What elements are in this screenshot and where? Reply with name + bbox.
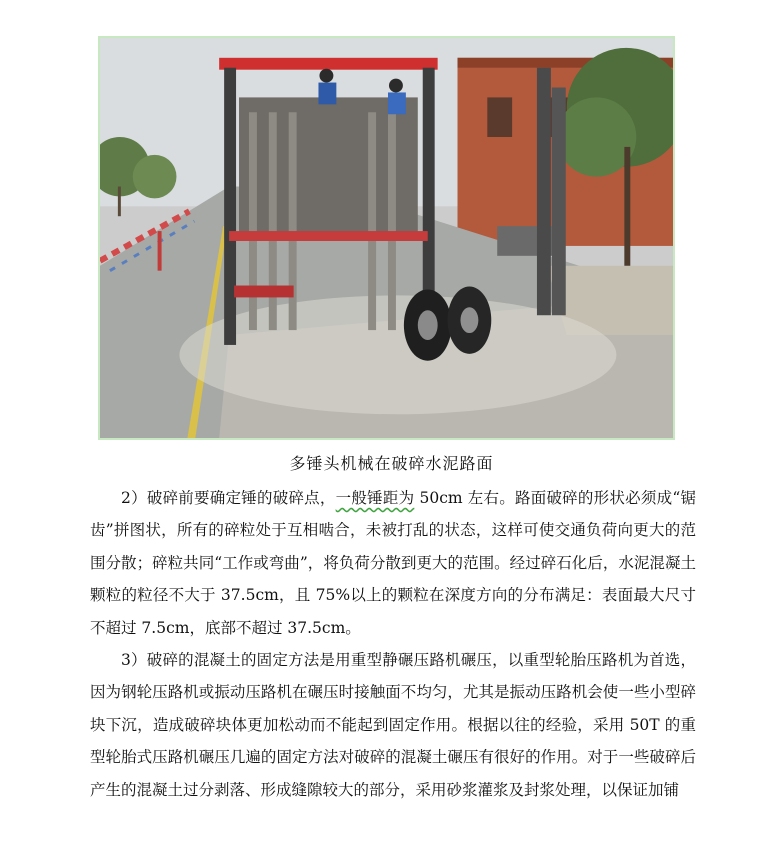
machine-photo [98, 36, 675, 440]
paragraph-2 [90, 482, 696, 644]
paragraph-2-rest: 50cm 左右。路面破碎的形状必须成“锯齿”拼图状，所有的碎粒处于互相啮合，未被打乱的状态，这样可使交通负荷向更大的范围分散；碎粒共同“工作或弯曲”，将负荷分散到更大的范围。经过碎石化后，水泥混凝土颗粒的粒径不大于 37.5cm，且 75%以上的颗粒在深度方向的分布满足：表面最大尺寸不超过 7.5cm，底部不超过 37.5cm。 [90, 489, 696, 637]
photo-illustration [100, 38, 673, 438]
paragraph-3: 3）破碎的混凝土的固定方法是用重型静碾压路机碾压，以重型轮胎压路机为首选，因为钢轮压路机或振动压路机在碾压时接触面不均匀，尤其是振动压路机会使一些小型碎块下沉，造成破碎块体更加松动而不能起到固定作用。根据以往的经验，采用 50T 的重型轮胎式压路机碾压几遍的固定方法对破碎的混凝土碾压有很好的作用。对于一些破碎后产生的混凝土过分剥落、形成缝隙较大的部分，采用砂浆灌浆及封浆处理，以保证加铺 [90, 651, 696, 799]
body-text [90, 482, 696, 806]
spelling-underlined-phrase: 一般锤距为 [335, 489, 415, 507]
figure-caption: 多锤头机械在破碎水泥路面 [289, 454, 494, 473]
paragraph-2-start: 2）破碎前要确定锤的破碎点， [121, 489, 336, 507]
